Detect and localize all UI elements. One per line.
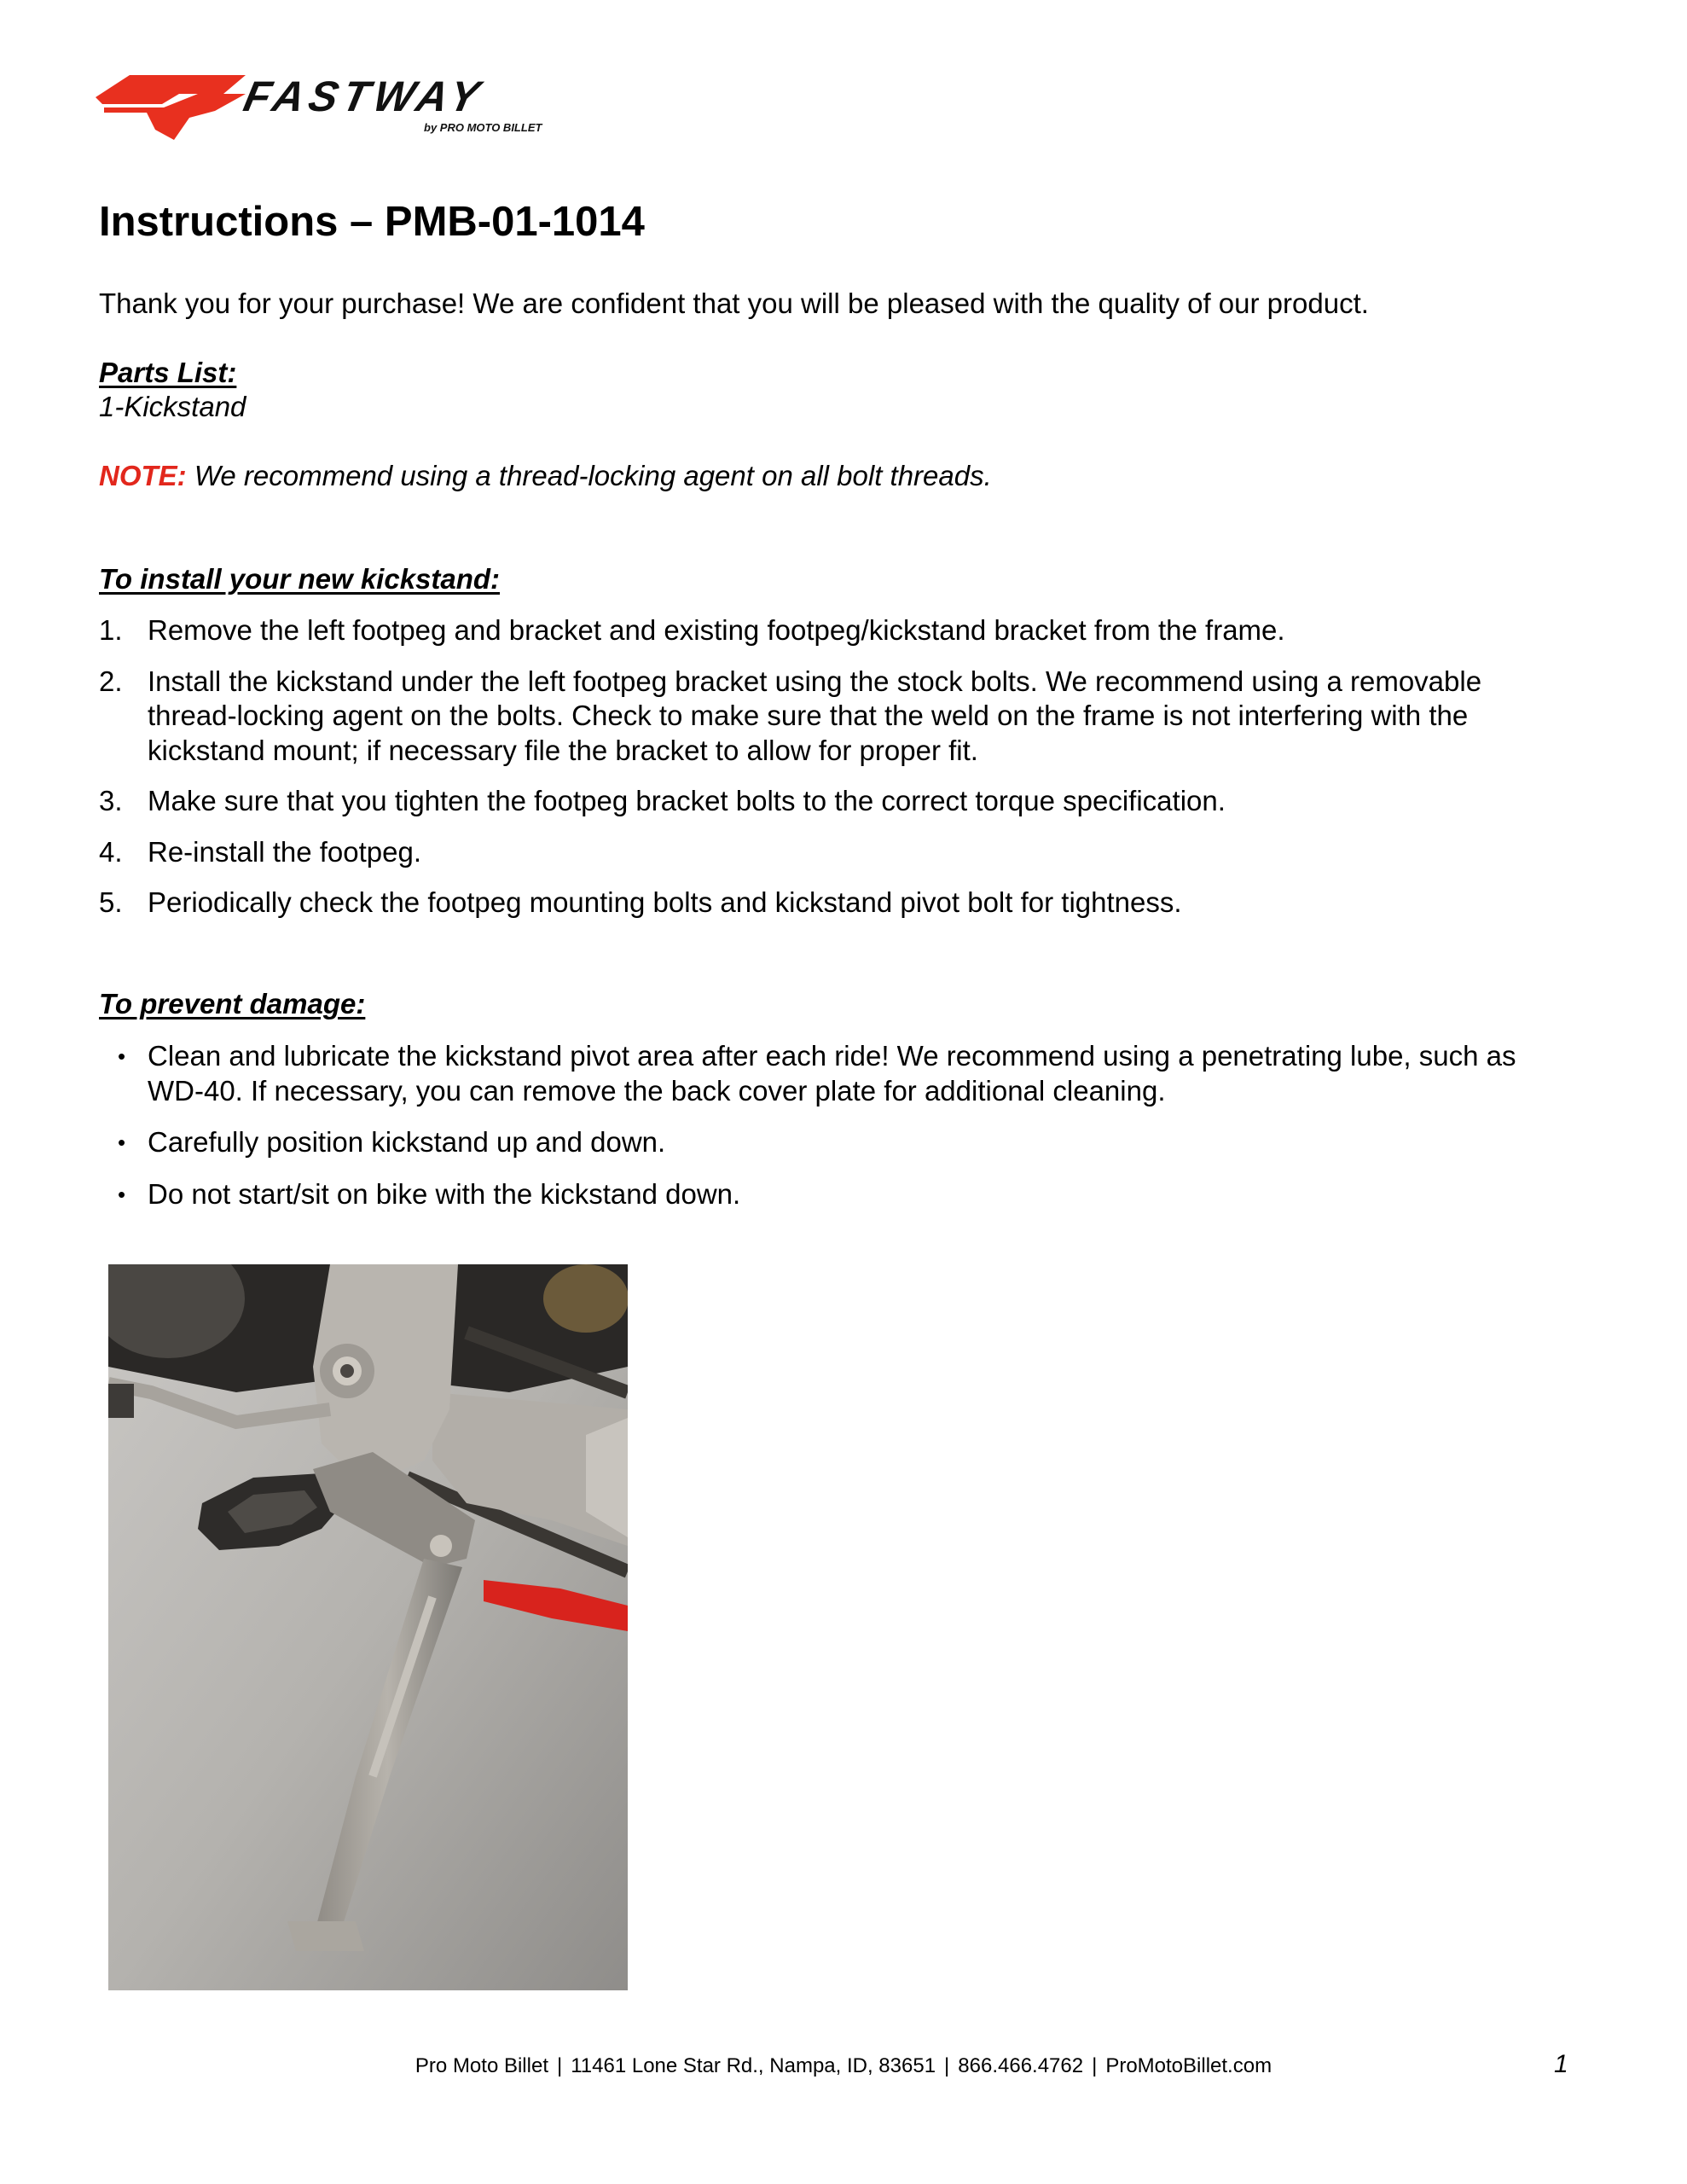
install-step xyxy=(99,784,1574,819)
install-step xyxy=(99,665,1574,769)
intro-text: Thank you for your purchase! We are confident that you will be pleased with the quality of our product. xyxy=(99,288,1369,319)
step-text: Make sure that you tighten the footpeg bracket bolts to the correct torque specification. xyxy=(148,785,1226,816)
footer-separator: | xyxy=(556,2054,563,2077)
fastway-logo xyxy=(96,68,599,140)
page-title: Instructions – PMB-01-1014 xyxy=(99,199,645,245)
logo-mark-icon xyxy=(96,75,246,140)
prevent-tip xyxy=(99,1177,1574,1212)
bullet-icon: • xyxy=(118,1130,126,1155)
step-text: Re-install the footpeg. xyxy=(148,835,422,868)
footer-phone: 866.466.4762 xyxy=(958,2054,1084,2077)
parts-list-heading: Parts List: xyxy=(99,357,237,388)
bullet-icon: • xyxy=(118,1043,126,1069)
step-number: 4. xyxy=(99,835,123,868)
page-number: 1 xyxy=(1554,2050,1568,2078)
note-text: We recommend using a thread-locking agent on all bolt threads. xyxy=(186,460,992,491)
note xyxy=(99,459,992,493)
footer-website[interactable]: ProMotoBillet.com xyxy=(1105,2054,1272,2077)
install-heading: To install your new kickstand: xyxy=(99,563,501,595)
logo-brand: FASTWAY xyxy=(240,72,489,120)
note-label: NOTE: xyxy=(99,460,187,491)
tip-text: Carefully position kickstand up and down. xyxy=(148,1126,666,1158)
parts-list-item: 1-Kickstand xyxy=(99,391,246,422)
install-step xyxy=(99,835,1574,870)
prevent-tip xyxy=(99,1125,1574,1160)
footer-separator: | xyxy=(944,2054,950,2077)
step-number: 1. xyxy=(99,614,123,646)
step-number: 3. xyxy=(99,785,123,816)
kickstand-photo xyxy=(108,1264,628,1990)
step-text: Install the kickstand under the left footpeg bracket using the stock bolts. We recommend using a removable thread-locking agent on the bolts. Check to make sure that the weld on the frame is not interfering with the kickstand mount; if necessary file the bracket to allow for proper fit. xyxy=(148,665,1482,766)
step-number: 5. xyxy=(99,886,123,918)
install-step xyxy=(99,613,1574,648)
step-text: Periodically check the footpeg mounting bolts and kickstand pivot bolt for tightness. xyxy=(148,886,1182,918)
install-steps xyxy=(99,613,1574,937)
kickstand-foot xyxy=(287,1921,364,1951)
logo-tagline: by PRO MOTO BILLET xyxy=(424,121,542,134)
bullet-icon: • xyxy=(118,1181,126,1207)
prevent-damage-list xyxy=(99,1039,1574,1228)
tip-text: Clean and lubricate the kickstand pivot area after each ride! We recommend using a penetrating lube, such as WD-40. If necessary, you can remove the back cover plate for additional cleaning. xyxy=(148,1040,1516,1107)
tip-text: Do not start/sit on bike with the kickstand down. xyxy=(148,1177,741,1210)
prevent-tip xyxy=(99,1039,1574,1108)
step-text: Remove the left footpeg and bracket and existing footpeg/kickstand bracket from the frame. xyxy=(148,614,1285,646)
prevent-damage-heading: To prevent damage: xyxy=(99,988,366,1019)
footer-company: Pro Moto Billet xyxy=(415,2054,548,2077)
step-number: 2. xyxy=(99,665,123,697)
install-step xyxy=(99,886,1574,921)
footer-separator: | xyxy=(1092,2054,1098,2077)
footer-address: 11461 Lone Star Rd., Nampa, ID, 83651 xyxy=(571,2054,936,2077)
page-footer xyxy=(0,2054,1687,2078)
